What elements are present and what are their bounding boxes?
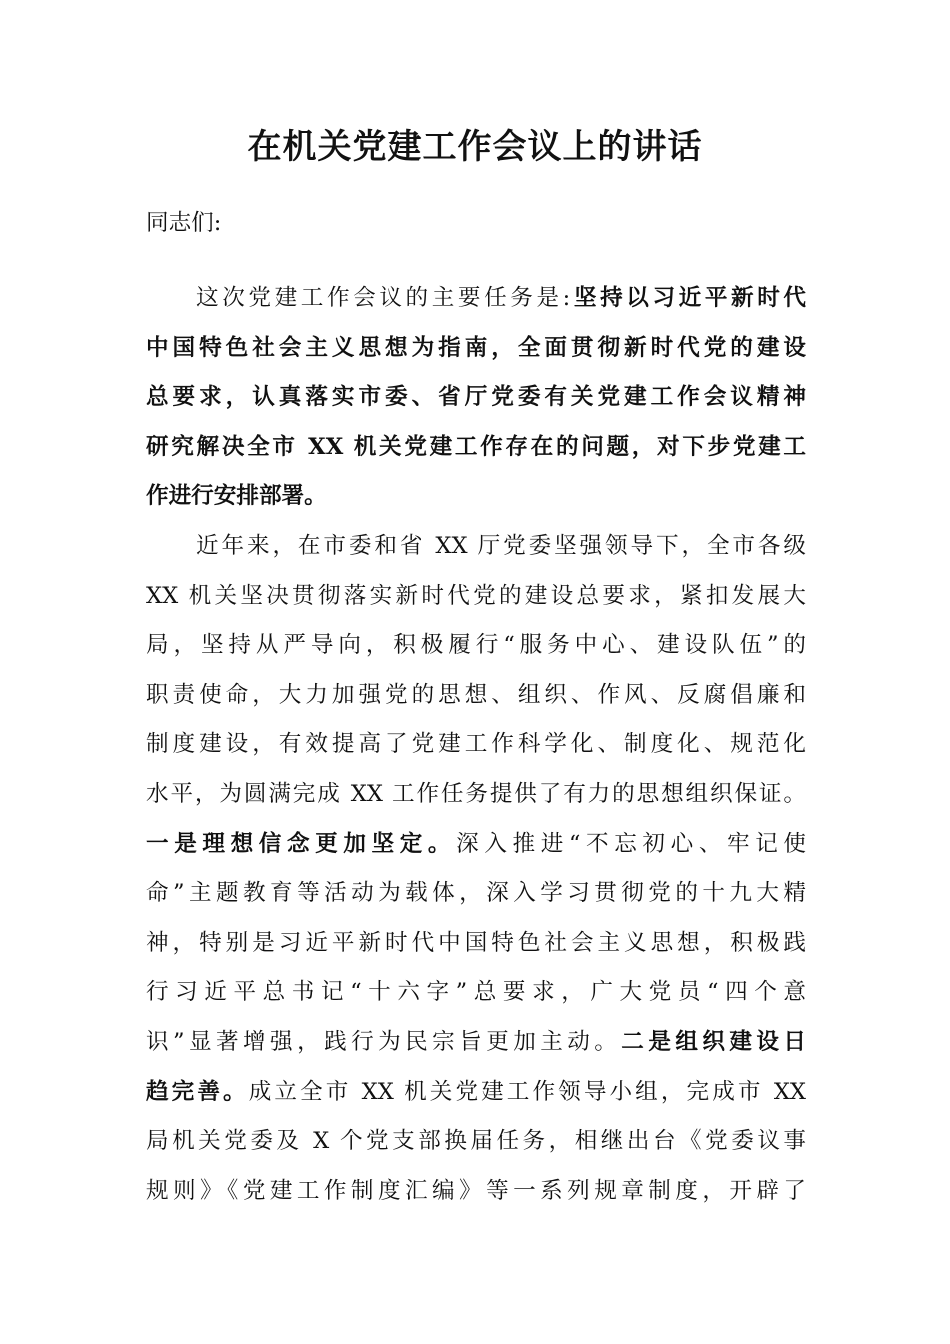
text-segment: XX 机关坚决贯彻落实新时代党的建设总要求，紧扣发展大: [146, 582, 806, 609]
text-segment: 制度建设，有效提高了党建工作科学化、制度化、规范化: [146, 731, 806, 758]
text-segment: 局机关党委及 X 个党支部换届任务，相继出台《党委议事: [146, 1128, 806, 1155]
text-segment: 规则》《党建工作制度汇编》等一系列规章制度，开辟了: [146, 1177, 806, 1204]
bold-text-segment: 中国特色社会主义思想为指南，全面贯彻新时代党的建设: [146, 334, 806, 361]
body-line: [146, 769, 806, 819]
body-line: [146, 471, 806, 521]
text-segment: 局，坚持从严导向，积极履行“服务中心、建设队伍”的: [146, 632, 806, 659]
bold-text-segment: 作进行安排部署。: [146, 483, 327, 510]
text-segment: 行习近平总书记“十六字”总要求，广大党员“四个意: [146, 979, 806, 1006]
text-segment: 深入推进“不忘初心、牢记使: [456, 830, 806, 857]
text-segment: 这次党建工作会议的主要任务是:: [196, 285, 571, 311]
body-line: [146, 1116, 806, 1166]
body-line: [146, 1017, 806, 1067]
body-line: [146, 1067, 806, 1117]
body-line: [196, 521, 806, 571]
bold-text-segment: 研究解决全市 XX 机关党建工作存在的问题，对下步党建工: [146, 433, 806, 460]
body-line: [146, 1166, 806, 1216]
text-segment: 识”显著增强，践行为民宗旨更加主动。: [146, 1029, 622, 1055]
salutation: 同志们:: [146, 210, 222, 236]
text-segment: 命”主题教育等活动为载体，深入学习贯彻党的十九大精: [146, 880, 806, 907]
bold-text-segment: 坚持以习近平新时代: [570, 285, 806, 311]
body-line: [146, 620, 806, 670]
bold-text-segment: 一是理想信念更加坚定。: [146, 830, 457, 857]
body-line: [146, 918, 806, 968]
body-line: [146, 967, 806, 1017]
text-segment: 成立全市 XX 机关党建工作领导小组，完成市 XX: [248, 1078, 806, 1105]
bold-text-segment: 趋完善。: [146, 1078, 249, 1105]
body-line: [146, 571, 806, 621]
text-segment: 职责使命，大力加强党的思想、组织、作风、反腐倡廉和: [146, 681, 806, 708]
bold-text-segment: 二是组织建设日: [621, 1029, 807, 1055]
bold-text-segment: 总要求，认真落实市委、省厅党委有关党建工作会议精神: [146, 384, 806, 411]
body-line: [146, 670, 806, 720]
text-segment: 近年来，在市委和省 XX 厅党委坚强领导下，全市各级: [196, 533, 806, 559]
body-line: [146, 819, 806, 869]
text-segment: 水平，为圆满完成 XX 工作任务提供了有力的思想组织保证。: [146, 781, 806, 807]
body-line: [146, 372, 806, 422]
body-line: [146, 422, 806, 472]
document-title: 在机关党建工作会议上的讲话: [247, 127, 703, 167]
body-line: [146, 868, 806, 918]
body-line: [146, 323, 806, 373]
body-line: [196, 273, 806, 323]
body-line: [146, 719, 806, 769]
text-segment: 神，特别是习近平新时代中国特色社会主义思想，积极践: [146, 929, 806, 956]
